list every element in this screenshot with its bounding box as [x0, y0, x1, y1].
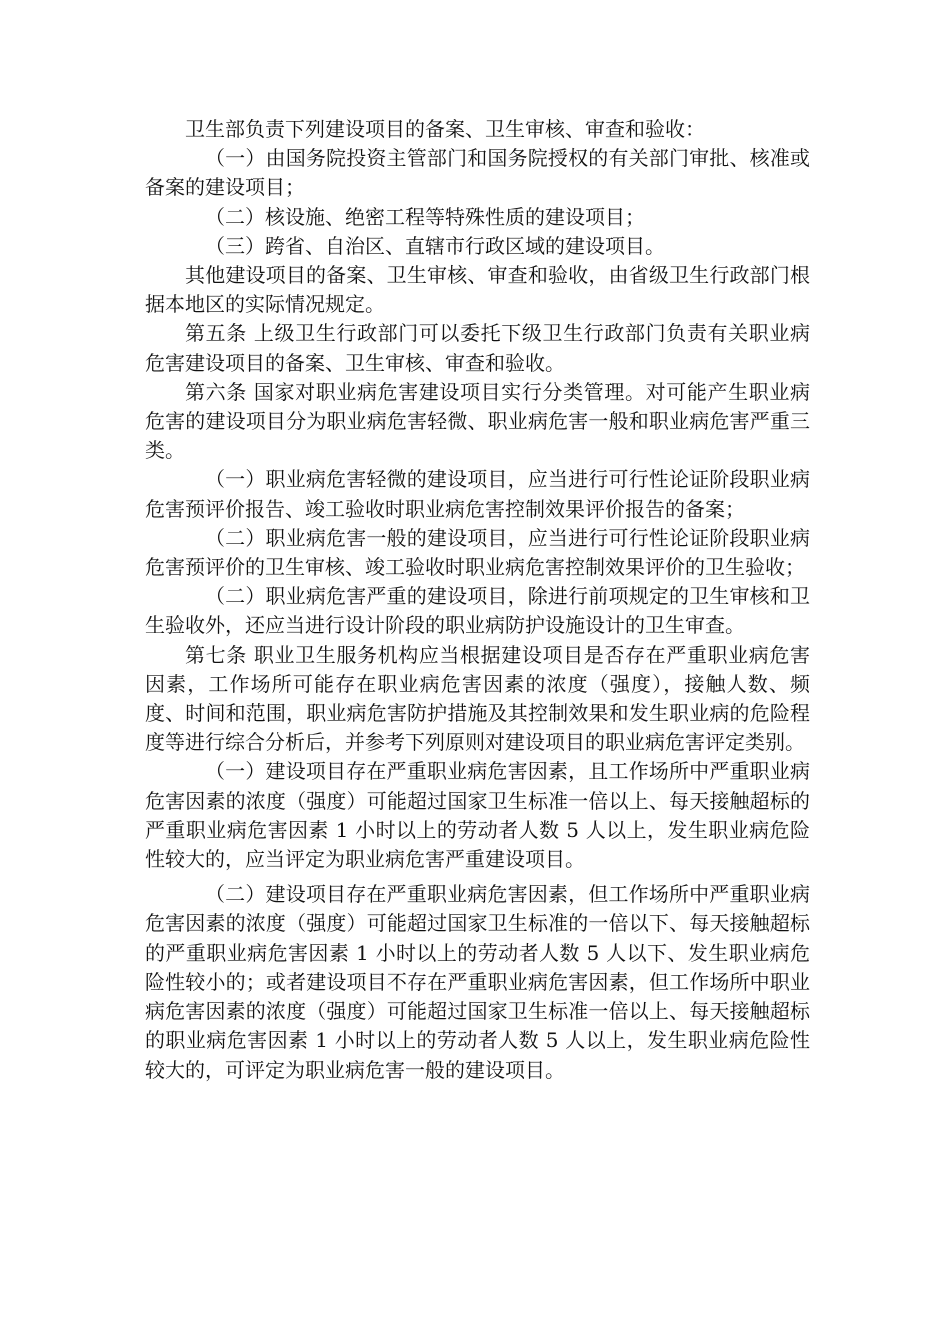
paragraph-article-5: 第五条 上级卫生行政部门可以委托下级卫生行政部门负责有关职业病危害建设项目的备案、卫生审核、审查和验收。: [145, 321, 810, 375]
paragraph-article-6-item-1: （一）职业病危害轻微的建设项目，应当进行可行性论证阶段职业病危害预评价报告、竣工验收时职业病危害控制效果评价报告的备案；: [145, 467, 810, 521]
paragraph-article-6-item-3: （二）职业病危害严重的建设项目，除进行前项规定的卫生审核和卫生验收外，还应当进行设计阶段的职业病防护设施设计的卫生审查。: [145, 584, 810, 638]
paragraph-item-3: （三）跨省、自治区、直辖市行政区域的建设项目。: [205, 233, 665, 258]
paragraph-item-1: （一）由国务院投资主管部门和国务院授权的有关部门审批、核准或备案的建设项目；: [145, 146, 810, 200]
paragraph-intro: 卫生部负责下列建设项目的备案、卫生审核、审查和验收：: [185, 117, 705, 141]
paragraph-item-2: （二）核设施、绝密工程等特殊性质的建设项目；: [205, 204, 645, 229]
paragraph-article-7-item-1: （一）建设项目存在严重职业病危害因素，且工作场所中严重职业病危害因素的浓度（强度）可能超过国家卫生标准一倍以上、每天接触超标的严重职业病危害因素 1 小时以上的劳动者人数 5 人以上，发生职业病危险性较大的，应当评定为职业病危害严重建设项目。: [145, 759, 810, 872]
paragraph-article-7: 第七条 职业卫生服务机构应当根据建设项目是否存在严重职业病危害因素，工作场所可能存在职业病危害因素的浓度（强度），接触人数、频度、时间和范围，职业病危害防护措施及其控制效果和发生职业病的危险程度等进行综合分析后，并参考下列原则对建设项目的职业病危害评定类别。: [145, 642, 810, 755]
paragraph-article-6: 第六条 国家对职业病危害建设项目实行分类管理。对可能产生职业病危害的建设项目分为职业病危害轻微、职业病危害一般和职业病危害严重三类。: [145, 379, 810, 463]
paragraph-other-projects: 其他建设项目的备案、卫生审核、审查和验收，由省级卫生行政部门根据本地区的实际情况规定。: [145, 263, 810, 317]
document-body: [145, 115, 810, 1085]
paragraph-article-6-item-2: （二）职业病危害一般的建设项目，应当进行可行性论证阶段职业病危害预评价的卫生审核、竣工验收时职业病危害控制效果评价的卫生验收；: [145, 525, 810, 580]
paragraph-article-7-item-2: （二）建设项目存在严重职业病危害因素，但工作场所中严重职业病危害因素的浓度（强度）可能超过国家卫生标准的一倍以下、每天接触超标的严重职业病危害因素 1 小时以上的劳动者人数 5 人以下、发生职业病危险性较小的；或者建设项目不存在严重职业病危害因素，但工作场所中职业病危害因素的浓度（强度）可能超过国家卫生标准一倍以上、每天接触超标的职业病危害因素 1 小时以上的劳动者人数 5 人以上，发生职业病危险性较大的，可评定为职业病危害一般的建设项目。: [145, 882, 810, 1082]
